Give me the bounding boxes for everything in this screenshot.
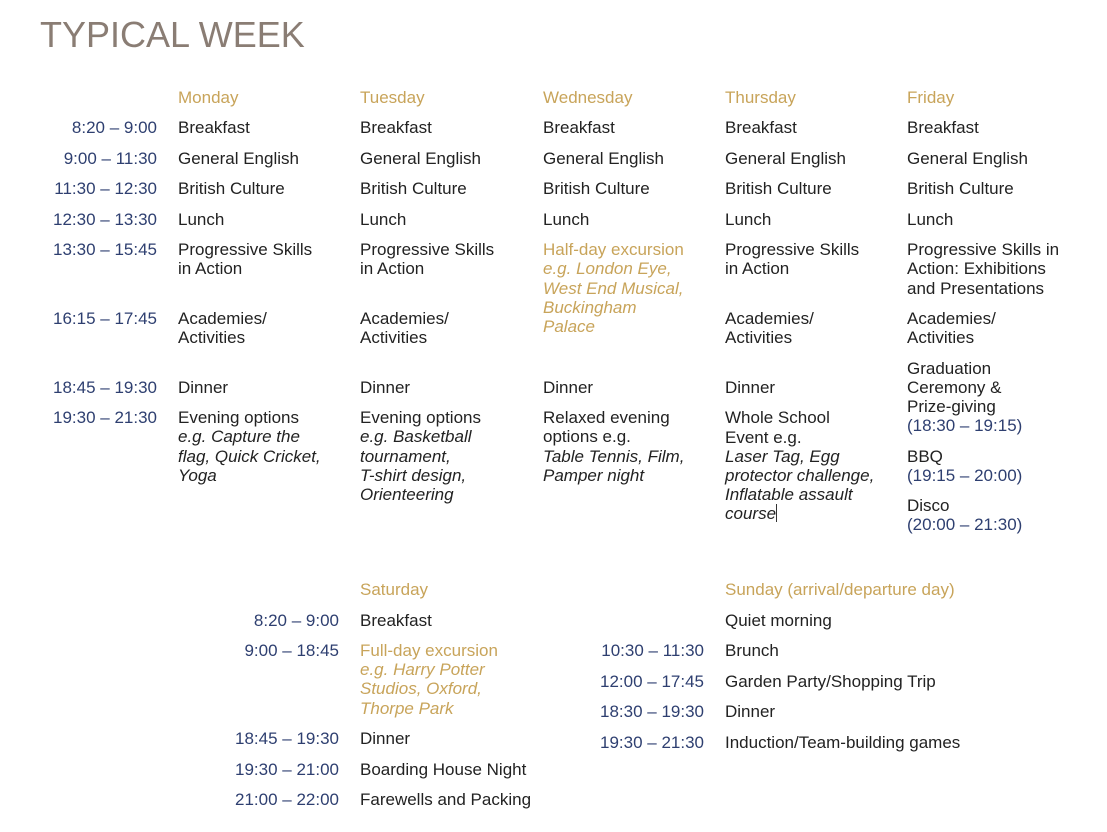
friday-disco-time: (20:00 – 21:30) — [907, 515, 1023, 534]
thursday-evening-label: Event e.g. — [725, 428, 802, 447]
tuesday-psa-line1: Progressive Skills — [360, 240, 495, 259]
friday-psa-line: Action: Exhibitions — [907, 259, 1046, 278]
thursday-psa-line2: in Action — [725, 259, 790, 278]
tuesday-dinner: Dinner — [360, 378, 411, 397]
tuesday-evening-example: T-shirt design, — [360, 466, 467, 485]
wednesday-evening-example: Table Tennis, Film, — [543, 447, 685, 466]
time-slot: 9:00 – 18:45 — [244, 641, 339, 660]
time-slot: 18:45 – 19:30 — [235, 729, 339, 748]
friday-psa-line: and Presentations — [907, 279, 1045, 298]
wednesday-evening-example: Pamper night — [543, 466, 645, 485]
time-slot: 19:30 – 21:30 — [600, 733, 704, 752]
monday-british-culture: British Culture — [178, 179, 285, 198]
day-header-wednesday: Wednesday — [543, 88, 633, 107]
monday-general-english: General English — [178, 149, 299, 168]
time-slot: 8:20 – 9:00 — [71, 118, 157, 137]
thursday-dinner: Dinner — [725, 378, 776, 397]
monday-evening-label: Evening options — [178, 408, 299, 427]
wednesday-evening-label: Relaxed evening — [543, 408, 670, 427]
friday-disco: Disco — [907, 496, 950, 515]
time-slot: 8:20 – 9:00 — [253, 611, 339, 630]
saturday-excursion-example: Studios, Oxford, — [360, 679, 482, 698]
monday-psa-line1: Progressive Skills — [178, 240, 313, 259]
monday-academies-line1: Academies/ — [178, 309, 267, 328]
time-slot: 9:00 – 11:30 — [63, 149, 157, 168]
wednesday-excursion-example: West End Musical, — [543, 279, 684, 298]
thursday-psa-line1: Progressive Skills — [725, 240, 860, 259]
friday-bbq-time: (19:15 – 20:00) — [907, 466, 1023, 485]
tuesday-academies-line1: Academies/ — [360, 309, 449, 328]
sunday-dinner: Dinner — [725, 702, 776, 721]
thursday-evening-example: Inflatable assault — [725, 485, 853, 504]
monday-evening-example: e.g. Capture the — [178, 427, 300, 446]
saturday-farewells: Farewells and Packing — [360, 790, 532, 809]
saturday-excursion-example: e.g. Harry Potter — [360, 660, 485, 679]
thursday-british-culture: British Culture — [725, 179, 832, 198]
wednesday-british-culture: British Culture — [543, 179, 650, 198]
thursday-lunch: Lunch — [725, 210, 772, 229]
time-slot: 12:30 – 13:30 — [53, 210, 157, 229]
tuesday-general-english: General English — [360, 149, 481, 168]
monday-evening-example: Yoga — [178, 466, 217, 485]
sunday-quiet-morning: Quiet morning — [725, 611, 832, 630]
day-header-sunday: Sunday (arrival/departure day) — [725, 580, 955, 599]
tuesday-evening-example: e.g. Basketball — [360, 427, 472, 446]
wednesday-excursion-example: Buckingham — [543, 298, 637, 317]
day-header-tuesday: Tuesday — [360, 88, 425, 107]
thursday-academies-line1: Academies/ — [725, 309, 814, 328]
friday-british-culture: British Culture — [907, 179, 1014, 198]
saturday-dinner: Dinner — [360, 729, 411, 748]
thursday-general-english: General English — [725, 149, 846, 168]
time-slot: 12:00 – 17:45 — [600, 672, 704, 691]
wednesday-lunch: Lunch — [543, 210, 590, 229]
saturday-boarding-house-night: Boarding House Night — [360, 760, 527, 779]
tuesday-psa-line2: in Action — [360, 259, 425, 278]
wednesday-dinner: Dinner — [543, 378, 594, 397]
saturday-excursion: Full-day excursion — [360, 641, 498, 660]
saturday-excursion-example: Thorpe Park — [360, 699, 454, 718]
wednesday-breakfast: Breakfast — [543, 118, 615, 137]
friday-general-english: General English — [907, 149, 1028, 168]
tuesday-evening-example: tournament, — [360, 447, 451, 466]
tuesday-breakfast: Breakfast — [360, 118, 432, 137]
time-slot: 11:30 – 12:30 — [54, 179, 157, 198]
text-cursor — [776, 504, 777, 522]
monday-evening-example: flag, Quick Cricket, — [178, 447, 321, 466]
tuesday-evening-example: Orienteering — [360, 485, 454, 504]
thursday-evening-example — [725, 504, 777, 524]
page-title: TYPICAL WEEK — [40, 14, 305, 55]
tuesday-lunch: Lunch — [360, 210, 407, 229]
saturday-breakfast: Breakfast — [360, 611, 432, 630]
wednesday-excursion-example: e.g. London Eye, — [543, 259, 672, 278]
sunday-induction: Induction/Team-building games — [725, 733, 961, 752]
wednesday-evening-label: options e.g. — [543, 427, 631, 446]
wednesday-excursion-example: Palace — [543, 317, 595, 336]
time-slot: 13:30 – 15:45 — [53, 240, 157, 259]
monday-breakfast: Breakfast — [178, 118, 250, 137]
time-slot: 18:45 – 19:30 — [53, 378, 157, 397]
friday-lunch: Lunch — [907, 210, 954, 229]
thursday-evening-label: Whole School — [725, 408, 830, 427]
tuesday-evening-label: Evening options — [360, 408, 481, 427]
sunday-brunch: Brunch — [725, 641, 779, 660]
thursday-breakfast: Breakfast — [725, 118, 797, 137]
time-slot: 19:30 – 21:30 — [53, 408, 157, 427]
thursday-evening-example-text: course — [725, 504, 777, 523]
day-header-monday: Monday — [178, 88, 239, 107]
friday-graduation-time: (18:30 – 19:15) — [907, 416, 1023, 435]
friday-breakfast: Breakfast — [907, 118, 979, 137]
friday-academies-line1: Academies/ — [907, 309, 996, 328]
wednesday-excursion: Half-day excursion — [543, 240, 684, 259]
wednesday-general-english: General English — [543, 149, 664, 168]
friday-graduation-line: Graduation — [907, 359, 992, 378]
time-slot: 19:30 – 21:00 — [235, 760, 339, 779]
day-header-thursday: Thursday — [725, 88, 796, 107]
thursday-evening-example: Laser Tag, Egg — [725, 447, 840, 466]
day-header-friday: Friday — [907, 88, 955, 107]
day-header-saturday: Saturday — [360, 580, 429, 599]
monday-psa-line2: in Action — [178, 259, 243, 278]
monday-dinner: Dinner — [178, 378, 229, 397]
friday-graduation-line: Ceremony & — [907, 378, 1002, 397]
friday-psa-line: Progressive Skills in — [907, 240, 1060, 259]
tuesday-british-culture: British Culture — [360, 179, 467, 198]
tuesday-academies-line2: Activities — [360, 328, 428, 347]
monday-academies-line2: Activities — [178, 328, 246, 347]
thursday-academies-line2: Activities — [725, 328, 793, 347]
time-slot: 16:15 – 17:45 — [53, 309, 157, 328]
sunday-garden-party: Garden Party/Shopping Trip — [725, 672, 936, 691]
time-slot: 10:30 – 11:30 — [601, 641, 704, 660]
friday-bbq: BBQ — [907, 447, 943, 466]
thursday-evening-example: protector challenge, — [725, 466, 875, 485]
time-slot: 21:00 – 22:00 — [235, 790, 339, 809]
monday-lunch: Lunch — [178, 210, 225, 229]
friday-graduation-line: Prize-giving — [907, 397, 996, 416]
time-slot: 18:30 – 19:30 — [600, 702, 704, 721]
friday-academies-line2: Activities — [907, 328, 975, 347]
